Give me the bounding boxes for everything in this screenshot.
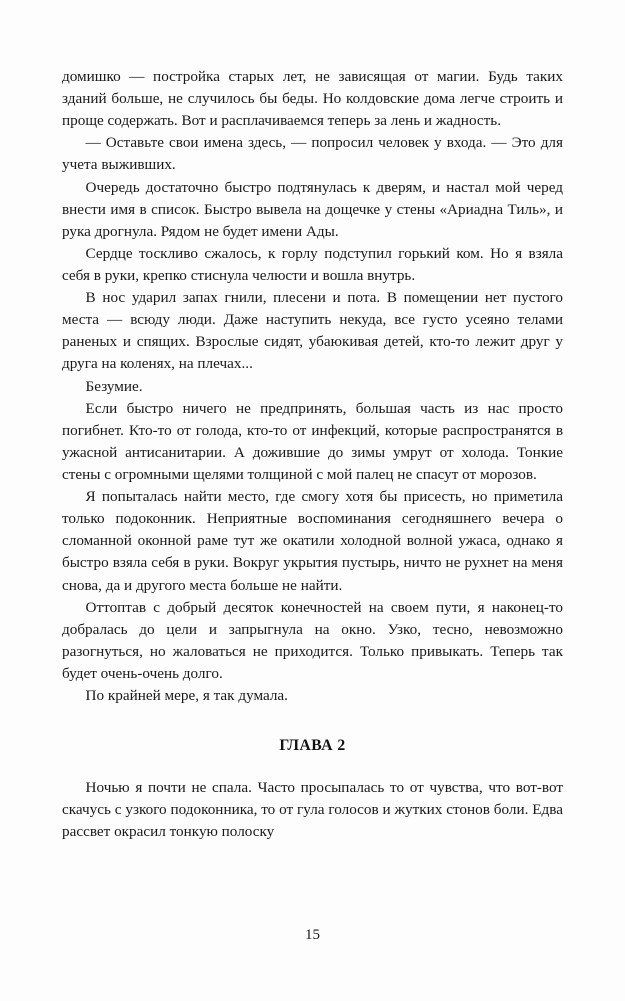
paragraph: домишко — постройка старых лет, не зависящая от магии. Будь таких зданий больше, не случилось бы беды. Но колдовские дома легче строить и проще содержать. Вот и расплачиваемся теперь за лень и жадность. [62,68,563,130]
paragraph: Я попыталась найти место, где смогу хотя бы присесть, но приметила только подоконник. Неприятные воспоминания сегодняшнего вечера о сломанной оконной раме тут же окатили холодной волной ужаса, однако я быстро взяла себя в руки. Вокруг укрытия пустырь, ничто не рухнет на меня снова, да и другого места больше не найти. [62,488,563,594]
paragraph: Очередь достаточно быстро подтянулась к дверям, и настал мой черед внести имя в список. Быстро вывела на дощечке у стены «Ариадна Тиль», и рука дрогнула. Рядом не будет имени Ады. [62,178,563,240]
page-body-text-after-heading [62,777,563,843]
paragraph: По крайней мере, я так думала. [85,687,288,705]
paragraph: В нос ударил запах гнили, плесени и пота. В помещении нет пустого места — всюду люди. Даже наступить некуда, все густо усеяно телами раненых и спящих. Взрослые сидят, убаюкивая детей, кто-то лежит друг у друга на коленях, на плечах... [62,289,563,373]
chapter-heading: ГЛАВА 2 [279,737,346,755]
page-number: 15 [305,927,320,943]
paragraph: Сердце тоскливо сжалось, к горлу подступил горький ком. Но я взяла себя в руки, крепко стиснула челюсти и вошла внутрь. [62,244,563,284]
page-body-text [62,66,563,707]
paragraph: Ночью я почти не спала. Часто просыпалась то от чувства, что вот-вот скачусь с узкого подоконника, то от гула голосов и жутких стонов боли. Едва рассвет окрасил тонкую полоску [62,779,563,841]
paragraph: Если быстро ничего не предпринять, большая часть из нас просто погибнет. Кто-то от голода, кто-то от инфекций, которые распространятся в ужасной антисанитарии. А дожившие до зимы умрут от холода. Тонкие стены с огромными щелями толщиной с мой палец не спасут от морозов. [62,399,563,483]
paragraph: Оттоптав с добрый десяток конечностей на своем пути, я наконец-то добралась до цели и запрыгнула на окно. Узко, тесно, невозможно разогнуться, но жаловаться не приходится. Только привыкать. Теперь так будет очень-очень долго. [62,598,563,682]
paragraph: Безумие. [85,377,143,395]
paragraph: — Оставьте свои имена здесь, — попросил человек у входа. — Это для учета выживших. [62,134,563,174]
